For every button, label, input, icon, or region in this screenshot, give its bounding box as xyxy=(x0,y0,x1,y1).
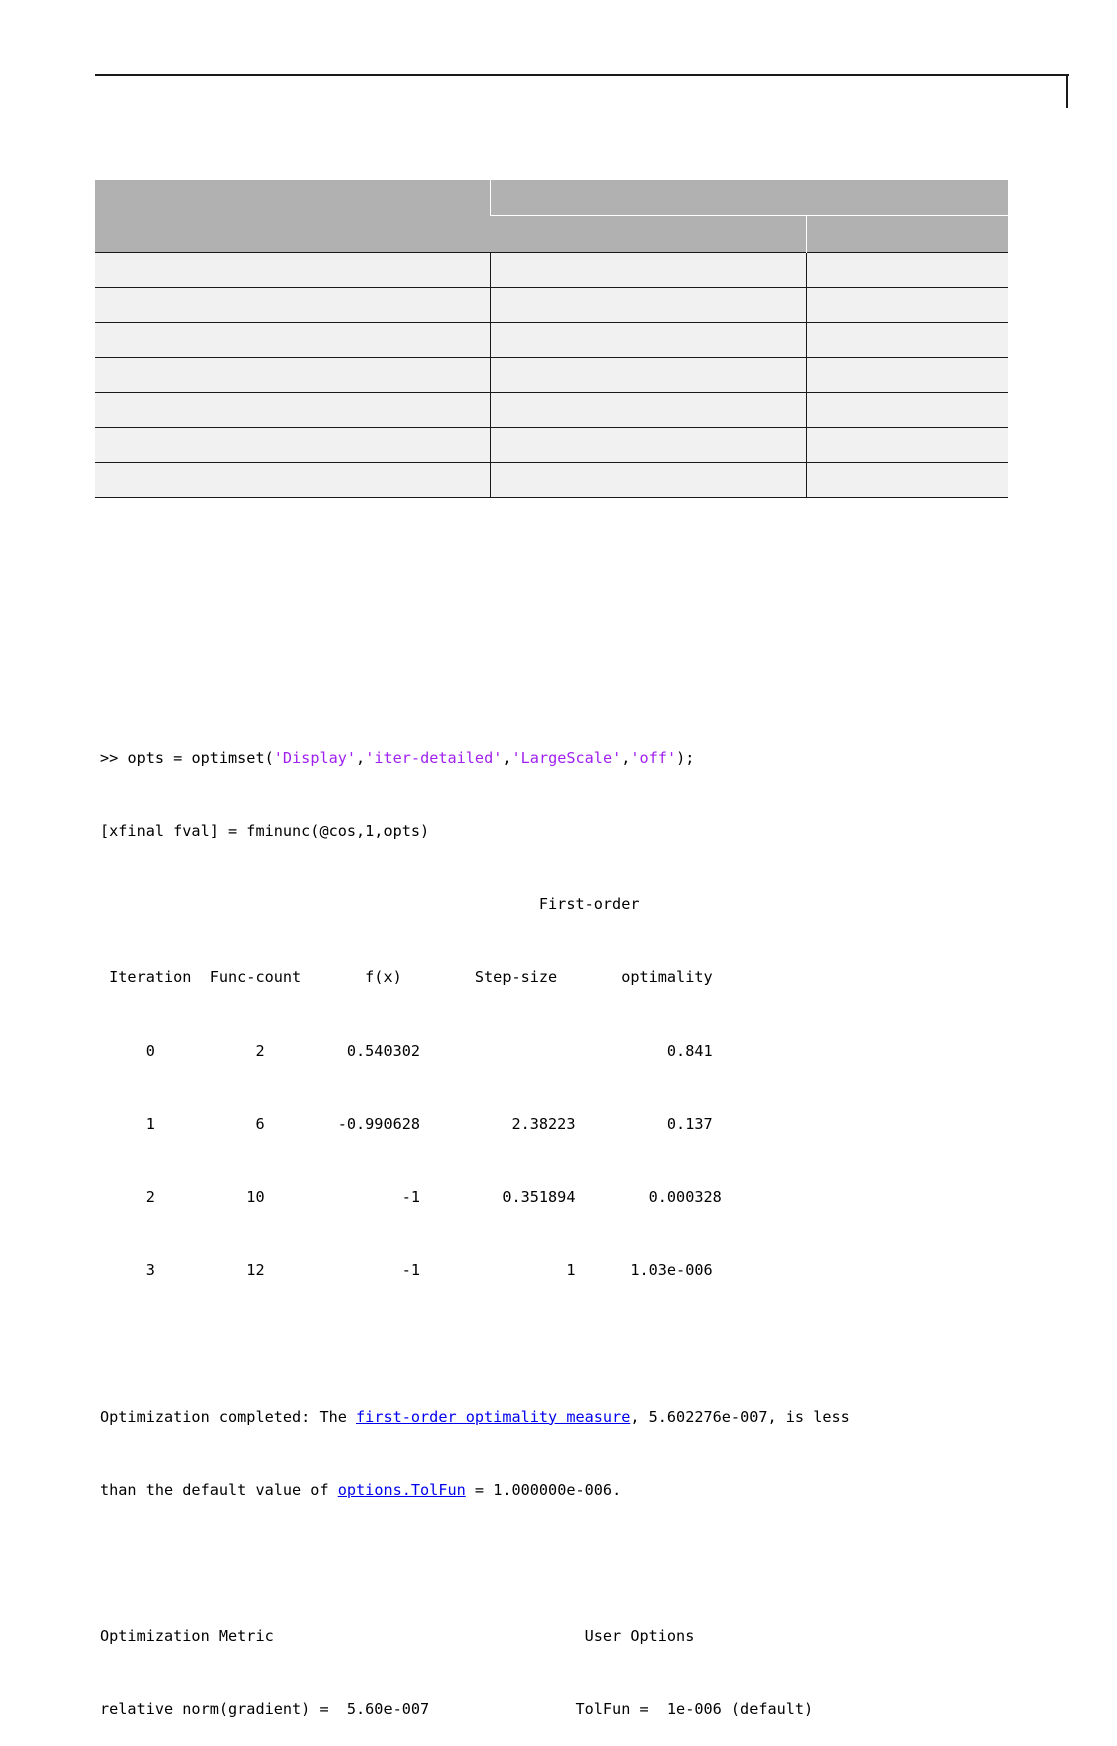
string-literal: 'LargeScale' xyxy=(511,748,622,767)
table-row xyxy=(95,358,1008,393)
string-literal: 'iter-detailed' xyxy=(365,748,503,767)
completion-message-line1 xyxy=(100,1405,1000,1429)
command-line-optimset: >> opts = optimset('Display','iter-detailed','LargeScale','off'); xyxy=(100,748,695,767)
command-line-fminunc: [xfinal fval] = fminunc(@cos,1,opts) xyxy=(100,822,430,841)
table-header-main xyxy=(95,180,490,253)
table-cell xyxy=(490,393,806,428)
table-header-sub1 xyxy=(490,216,806,253)
table-cell xyxy=(490,428,806,463)
table-row xyxy=(95,393,1008,428)
table-cell xyxy=(95,393,490,428)
table-cell xyxy=(806,358,1008,393)
string-literal: 'off' xyxy=(630,748,677,767)
command-text: ); xyxy=(676,748,695,767)
page-header-rule xyxy=(95,74,1069,76)
table-row xyxy=(95,253,1008,288)
page-header-tick xyxy=(1066,74,1068,108)
metric-header: Optimization Metric User Options xyxy=(100,1627,695,1646)
table-cell xyxy=(490,253,806,288)
table-cell xyxy=(806,288,1008,323)
iteration-row: 1 6 -0.990628 2.38223 0.137 xyxy=(100,1114,713,1133)
iteration-header-line2: Iteration Func-count f(x) Step-size optimality xyxy=(100,968,713,987)
message-text: = 1.000000e-006. xyxy=(465,1480,622,1499)
first-order-optimality-link[interactable]: first-order optimality measure xyxy=(356,1407,631,1426)
table-cell xyxy=(95,288,490,323)
table-header-group xyxy=(490,180,1008,216)
command-text: opts = optimset( xyxy=(127,748,274,767)
command-window-output xyxy=(100,697,1000,1746)
table-row xyxy=(95,428,1008,463)
table-cell xyxy=(95,428,490,463)
table-cell xyxy=(95,253,490,288)
tolfun-link[interactable]: options.TolFun xyxy=(337,1480,466,1499)
message-text: than the default value of xyxy=(100,1480,338,1499)
table-cell xyxy=(95,323,490,358)
iteration-row: 2 10 -1 0.351894 0.000328 xyxy=(100,1188,722,1207)
table-cell xyxy=(806,253,1008,288)
table-cell xyxy=(806,393,1008,428)
table-cell xyxy=(490,358,806,393)
iteration-row: 0 2 0.540302 0.841 xyxy=(100,1041,713,1060)
message-text: Optimization completed: The xyxy=(100,1407,357,1426)
iteration-row: 3 12 -1 1 1.03e-006 xyxy=(100,1261,713,1280)
table-cell xyxy=(490,323,806,358)
blank-line xyxy=(100,1331,1000,1355)
command-prompt: >> xyxy=(100,748,128,767)
blank-line xyxy=(100,1551,1000,1575)
table-cell xyxy=(95,358,490,393)
table-row xyxy=(95,288,1008,323)
table-cell xyxy=(490,288,806,323)
table-cell xyxy=(806,463,1008,498)
table-cell xyxy=(95,463,490,498)
metric-row: relative norm(gradient) = 5.60e-007 TolFun = 1e-006 (default) xyxy=(100,1700,814,1719)
table-header-sub2 xyxy=(806,216,1008,253)
string-literal: 'Display' xyxy=(273,748,357,767)
table-cell xyxy=(806,323,1008,358)
message-text: , 5.602276e-007, is less xyxy=(630,1407,850,1426)
iteration-header-line1: First-order xyxy=(100,895,640,914)
options-table xyxy=(95,180,1008,498)
table-cell xyxy=(490,463,806,498)
completion-message-line2 xyxy=(100,1478,1000,1502)
table-cell xyxy=(806,428,1008,463)
table-row xyxy=(95,323,1008,358)
table-row xyxy=(95,463,1008,498)
